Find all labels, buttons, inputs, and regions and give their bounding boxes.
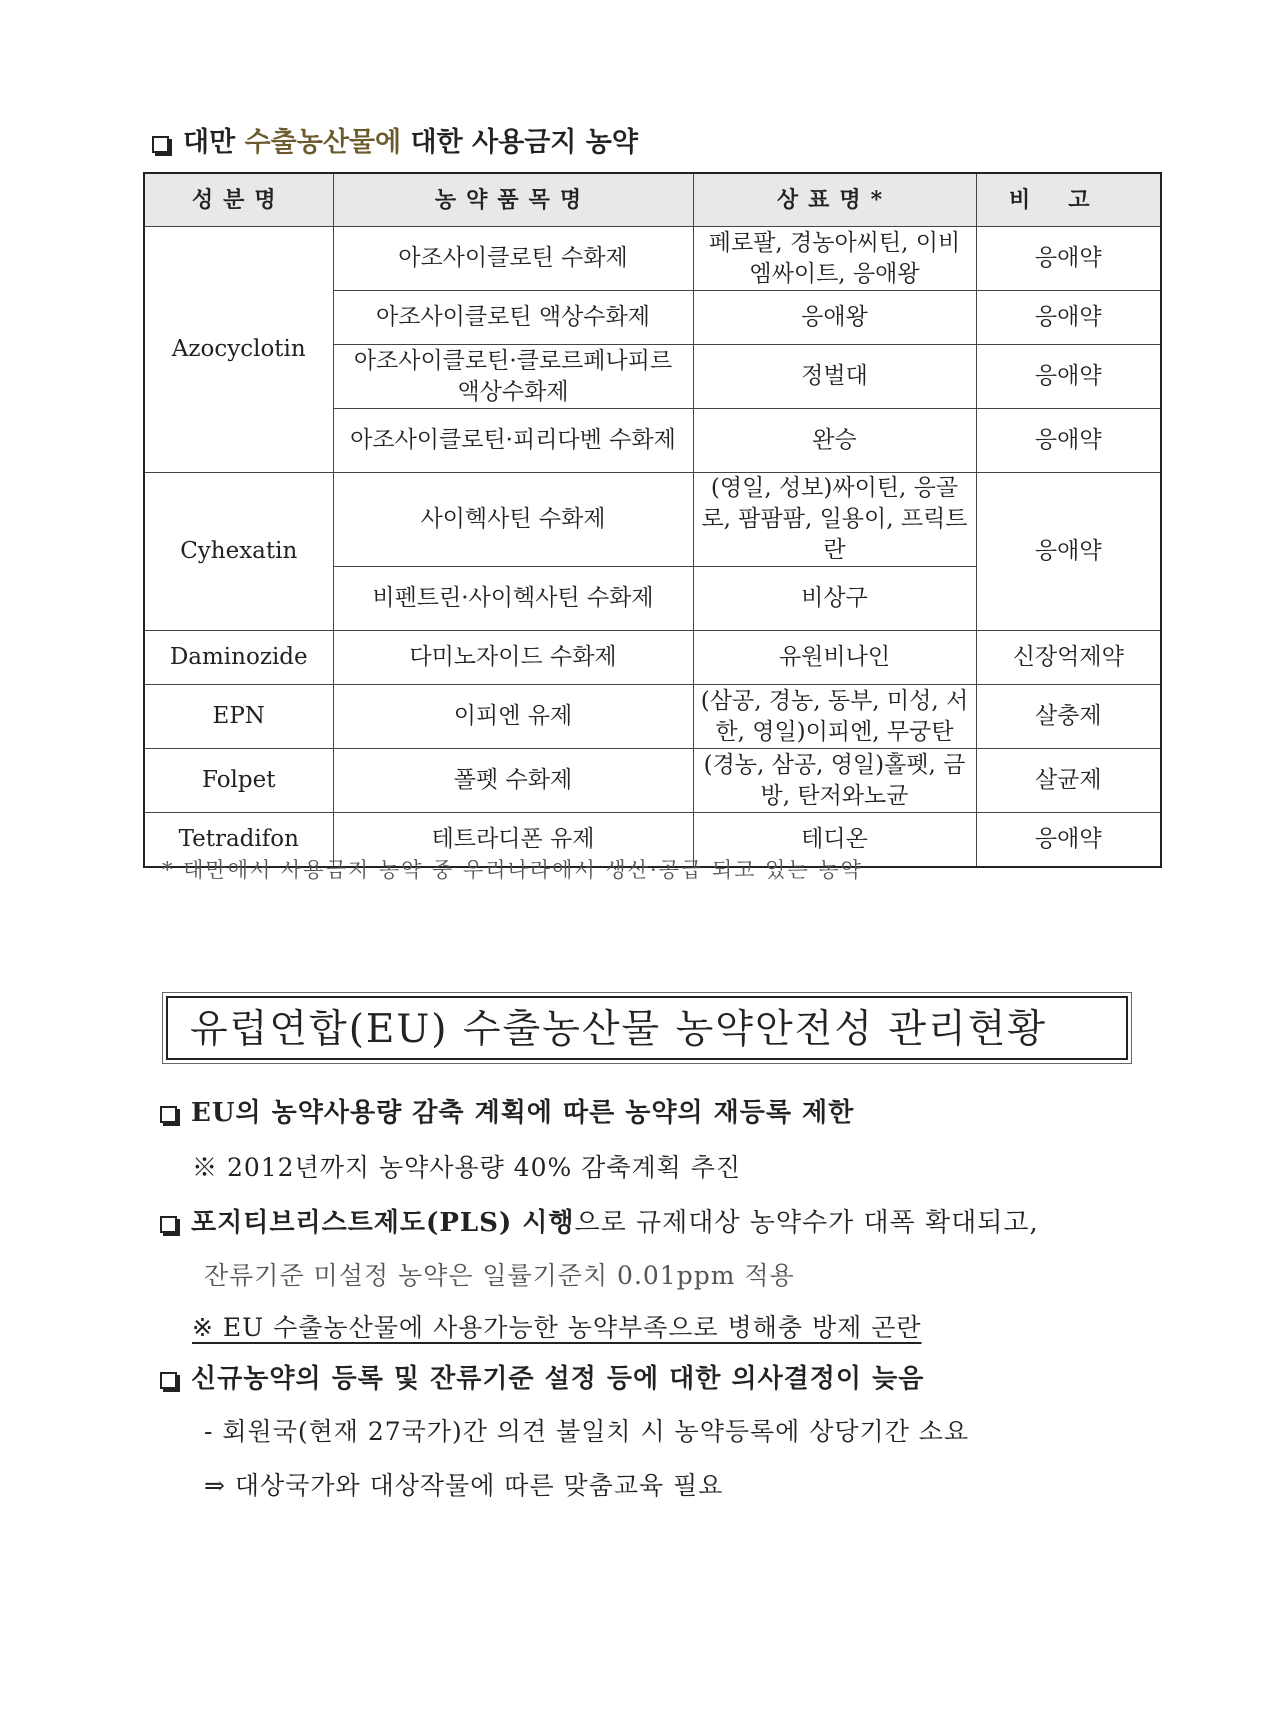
ingredient-cell: Azocyclotin (144, 227, 333, 473)
remark-cell: 응애약 (976, 473, 1161, 631)
eu-bullet-3 (160, 1358, 924, 1395)
table-row (144, 473, 1161, 567)
remark-cell: 살충제 (976, 685, 1161, 749)
brand-cell: (경농, 삼공, 영일)홀펫, 금방, 탄저와노균 (693, 749, 976, 813)
product-cell: 테트라디폰 유제 (333, 813, 693, 867)
eu-bullet-2-plain: 으로 규제대상 농약수가 대폭 확대되고, (574, 1208, 1039, 1238)
product-cell: 비펜트린·사이헥사틴 수화제 (333, 567, 693, 631)
eu-section-title: 유럽연합(EU) 수출농산물 농약안전성 관리현황 (166, 996, 1128, 1060)
table-row (144, 749, 1161, 813)
eu-arrow-1: ⇒ 대상국가와 대상작물에 따른 맞춤교육 필요 (204, 1471, 724, 1500)
brand-cell: 페로팔, 경농아씨틴, 이비엠싸이트, 응애왕 (693, 227, 976, 291)
header-remark: 비고 (976, 173, 1161, 227)
ingredient-cell: Cyhexatin (144, 473, 333, 631)
table-header-row (144, 173, 1161, 227)
brand-cell: 완승 (693, 409, 976, 473)
brand-cell: (영일, 성보)싸이틴, 응골로, 팜팜팜, 일용이, 프릭트란 (693, 473, 976, 567)
eu-note-1: ※ 2012년까지 농약사용량 40% 감축계획 추진 (192, 1153, 742, 1182)
section-heading-taiwan (152, 120, 638, 159)
remark-cell: 응애약 (976, 291, 1161, 345)
product-cell: 사이헥사틴 수화제 (333, 473, 693, 567)
brand-cell: 테디온 (693, 813, 976, 867)
checkbox-square-icon (160, 1372, 177, 1389)
brand-cell: 유원비나인 (693, 631, 976, 685)
checkbox-square-icon (152, 136, 169, 153)
brand-cell: 응애왕 (693, 291, 976, 345)
remark-cell: 살균제 (976, 749, 1161, 813)
remark-cell: 신장억제약 (976, 631, 1161, 685)
product-cell: 폴펫 수화제 (333, 749, 693, 813)
eu-bullet-2-sub: 잔류기준 미설정 농약은 일률기준치 0.01ppm 적용 (204, 1261, 795, 1290)
product-cell: 다미노자이드 수화제 (333, 631, 693, 685)
remark-cell: 응애약 (976, 227, 1161, 291)
eu-bullet-1 (160, 1092, 854, 1129)
remark-cell: 응애약 (976, 409, 1161, 473)
table-row (144, 227, 1161, 291)
remark-cell: 응애약 (976, 813, 1161, 867)
heading-highlight: 수출농산물에 (244, 127, 402, 158)
table-row (144, 685, 1161, 749)
eu-bullet-2-bold: 포지티브리스트제도(PLS) 시행 (191, 1208, 575, 1238)
heading-prefix: 대만 (183, 127, 245, 158)
product-cell: 아조사이클로틴·피리다벤 수화제 (333, 409, 693, 473)
heading-suffix: 대한 사용금지 농약 (401, 127, 638, 158)
header-product: 농약품목명 (333, 173, 693, 227)
ingredient-cell: Daminozide (144, 631, 333, 685)
ingredient-cell: Tetradifon (144, 813, 333, 867)
brand-cell: 정벌대 (693, 345, 976, 409)
ingredient-cell: Folpet (144, 749, 333, 813)
banned-pesticide-table (143, 172, 1162, 868)
brand-cell: 비상구 (693, 567, 976, 631)
header-brand: 상표명* (693, 173, 976, 227)
eu-bullet-3-text: 신규농약의 등록 및 잔류기준 설정 등에 대한 의사결정이 늦음 (191, 1364, 925, 1394)
eu-bullet-1-text: EU의 농약사용량 감축 계획에 따른 농약의 재등록 제한 (191, 1098, 855, 1128)
product-cell: 이피엔 유제 (333, 685, 693, 749)
remark-cell: 응애약 (976, 345, 1161, 409)
table-row (144, 631, 1161, 685)
ingredient-cell: EPN (144, 685, 333, 749)
product-cell: 아조사이클로틴 액상수화제 (333, 291, 693, 345)
eu-bullet-2 (160, 1202, 1039, 1239)
product-cell: 아조사이클로틴 수화제 (333, 227, 693, 291)
checkbox-square-icon (160, 1216, 177, 1233)
eu-note-2: ※ EU 수출농산물에 사용가능한 농약부족으로 병해충 방제 곤란 (192, 1313, 922, 1342)
brand-cell: (삼공, 경농, 동부, 미성, 서한, 영일)이피엔, 무궁탄 (693, 685, 976, 749)
eu-dash-1: - 회원국(현재 27국가)간 의견 불일치 시 농약등록에 상당기간 소요 (204, 1417, 970, 1446)
checkbox-square-icon (160, 1106, 177, 1123)
product-cell: 아조사이클로틴·클로르페나피르 액상수화제 (333, 345, 693, 409)
table-footnote: * 대만에서 사용금지 농약 중 우리나라에서 생산·공급 되고 있는 농약 (162, 858, 863, 882)
header-ingredient: 성분명 (144, 173, 333, 227)
